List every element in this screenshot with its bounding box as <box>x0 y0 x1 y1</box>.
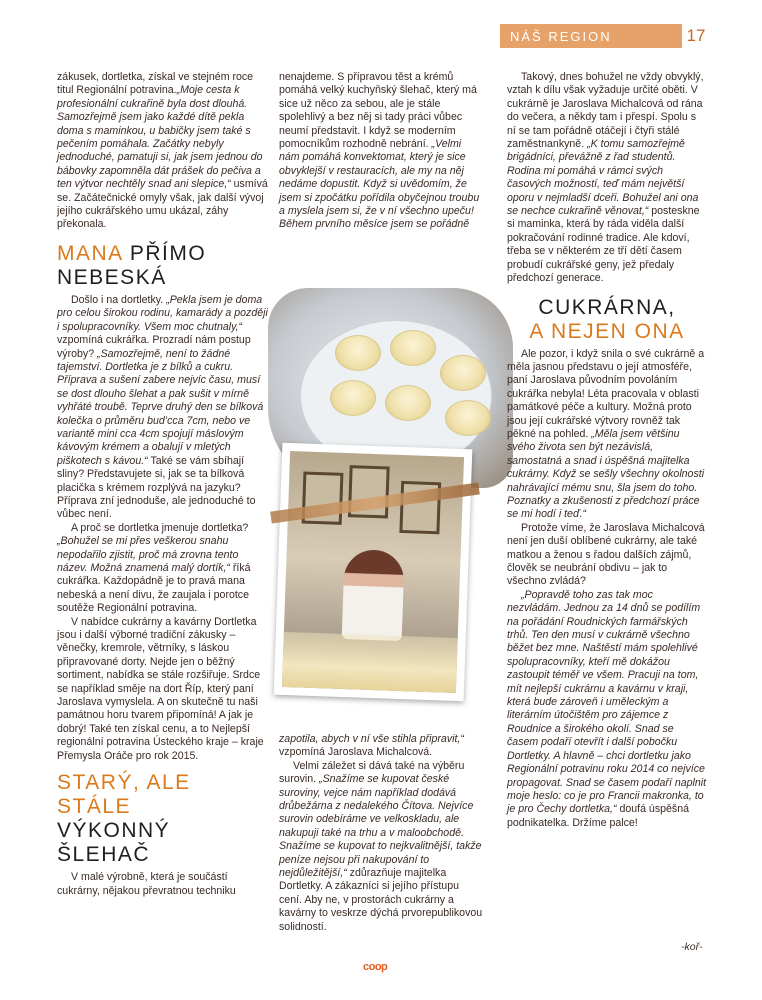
column-3 <box>507 71 707 830</box>
dortletka-image <box>440 355 486 391</box>
column-2-top <box>279 71 484 232</box>
paragraph: V nabídce cukrárny a kavárny Dortletka jsou i další výborné tradiční zákusky – věnečky, kremrole, větrníky, s láskou připravované dorty. Nejde jen o běžný sortiment, nabídka se stále rozšiřuje. Srdce se například směje na dort Říp, který paní Jaroslava vymyslela. A on skutečně tu naši památnou horu tvarem připomíná! A jak je dobrý! Také ten získal cenu, a to Nejlepší regionální potravina Ústeckého kraje – kraje Přemysla Oráče pro rok 2015. <box>57 615 264 762</box>
dortletka-image <box>335 335 381 371</box>
dortletka-image <box>385 385 431 421</box>
subheading-mana: MANA PŘÍMO NEBESKÁ <box>57 241 207 289</box>
paragraph: zapotila, abych v ní vše stihla připravit,“ vzpomíná Jaroslava Michalcová. <box>279 733 464 759</box>
page-number: 17 <box>680 24 710 48</box>
paragraph: A proč se dortletka jmenuje dortletka? „Bohužel se mi přes veškerou snahu nepodařilo zjistit, proč má zrovna tento název. Možná znamená malý dortík,“ říká cukrářka. Každopádně je to pravá mana nebeská a není divu, že zaujala i porotce soutěže Regionální potravina. <box>57 521 251 615</box>
coop-logo: coop <box>363 961 388 973</box>
paragraph: zákusek, dortletka, získal ve stejném roce titul Regionální potravina.„Moje cesta k profesionální cukrařině byla dost dlouhá. Samozřejmě jsem jako každé dítě pekla doma s maminkou, u babičky jsem také s pečením pomáhala. Začátky nebyly jednoduché, pamatuji si, jak jsem jednou do bábovky zapomněla dát prášek do pečiva a ten výtvor nechtěly snad ani slepice,“ usmívá se. Začátečnické omyly však, jak další vývoj jejího cukrářského umu ukázal, záhy překonala. <box>57 71 268 231</box>
paragraph: nenajdeme. S přípravou těst a krémů pomáhá velký kuchyňský šlehač, který má sice už něco za sebou, ale je stále spolehlivý a bez něj si tady práci vůbec neumí představit. I když se moderním pomocníkům rozhodně nebrání. „Velmi nám pomáhá konvektomat, který je sice obvyklejší v restauracích, ale my na něj nedáme dopustit. Když si uvědomím, že jsem si zpočátku pořídila obyčejnou troubu a myslela jsem si, že v ní všechno upeču! Během prvního měsíce jsem se pořádně <box>279 71 480 231</box>
paragraph: Protože víme, že Jaroslava Michalcová není jen duší oblíbené cukrárny, ale také matkou a ženou s řadou dalších zájmů, člověk se neubrání obdivu – jak to všechno zvládá? <box>507 521 705 588</box>
subheading-slehac: STARÝ, ALE STÁLE VÝKONNÝ ŠLEHAČ <box>57 771 191 867</box>
paragraph: Takový, dnes bohužel ne vždy obvyklý, vztah k dílu však vyžaduje určité oběti. V cukrárně je Jaroslava Michalcová od rána do večera, a někdy tam i přespí. Spolu s ní se tam pořádně otáčejí i čtyři stálé zaměstnankyně. „K tomu samozřejmě brigádníci, převážně z řad studentů. Rodina mi pomáhá v rámci svých časových možností, teď mám největší oporu v nejmladší dceři. Bohužel ani ona se nechce cukrařině věnovat,“ posteskne si maminka, která by ráda viděla další pokračování rodinné tradice. Ale kdoví, třeba se v některém ze tří dětí časem probudí cukrářské geny, jež předaly předchozí generace. <box>507 71 704 285</box>
section-header <box>500 24 710 48</box>
subheading-cukrarna: CUKRÁRNA, A NEJEN ONA <box>529 295 685 343</box>
paragraph: Velmi záležet si dává také na výběru surovin. „Snažíme se kupovat české suroviny, vejce nám například dodává drůbežárna z nedalekého Čítova. Nejvíce surovin odebíráme ve velkoskladu, ale nakupuji také na trhu a v maloobchodě. Snažíme se kupovat to nejkvalitnější, takže peníze nejsou při nakupování to nejdůležitější,“ zdůrazňuje majitelka Dortletky. A zákazníci si jejího přístupu cení. Aby ne, v prostorách cukrárny a kavárny to veskrze dýchá prvorepublikovou solidností. <box>279 759 483 933</box>
dortletka-image <box>445 400 491 436</box>
desserts-image <box>282 632 458 693</box>
woman-image <box>342 549 405 641</box>
paragraph: Ale pozor, i když snila o své cukrárně a měla jasnou představu o její atmosféře, paní Jaroslava původním povoláním cukrářka nebyla! Léta pracovala v oblasti památkové péče a kultury. Možná proto jsou její cukrářské výtvory rovněž tak pěkné na pohled. „Měla jsem většinu svého života sen být nezávislá, samostatná a snad i úspěšná majitelka cukrárny. Když se sešly všechny okolnosti nahrávající mému snu, šla jsem do toho. Poznatky a zkušenosti z předchozí práce se mi hodí i teď.“ <box>507 347 705 521</box>
paragraph: V malé výrobně, která je součástí cukrárny, nějakou převratnou techniku <box>57 871 236 897</box>
portrait-photo <box>274 443 473 701</box>
section-title: NÁŠ REGION <box>500 24 680 48</box>
column-2-bottom <box>279 733 484 934</box>
paragraph: „Popravdě toho zas tak moc nezvládám. Jednou za 14 dnů se podílím na pořádání Roudnických farmářských trhů. Ten den musí v cukrárně všechno běžet bez mne. Naštěstí mám spolehlivé spolupracovníky, kteří mě dokážou zastoupit téměř ve všem. Pracuji na tom, mít nejlepší cukrárnu a kavárnu v kraji, která bude zároveň i uměleckým a literárním útočištěm pro zájemce z Roudnice a širokého okolí. Snad se časem podaří otevřít i další pobočku Dortletky. A hlavně – chci dortletku jako Regionální potravinu roku 2014 co nejvíce propagovat. Snad se časem podaří naplnit moje heslo: co je pro Francii makronka, to je pro Čechy dortletka,“ doufá úspěšná podnikatelka. Držíme palce! <box>507 588 707 829</box>
author-signature: -koř- <box>681 941 703 953</box>
dortletka-image <box>330 380 376 416</box>
paragraph: Došlo i na dortletky. „Pekla jsem je doma pro celou širokou rodinu, kamarády a později i spolupracovníky. Všem moc chutnaly,“ vzpomíná cukrářka. Prozradí nám postup výroby? „Samozřejmě, není to žádné tajemství. Dortletka je z bílků a cukru. Příprava a sušení zabere nejvíc času, musí se dost dlouho šlehat a pak sušit v mírně vyhřáté troubě. Teprve druhý den se bílková kolečka o průměru bud’cca 7cm, nebo ve variantě mini cca 4cm spojují máslovým kávovým krémem a obalují v mletých piškotech s kávou.“ Také se vám sbíhají sliny? Představujete si, jak se ta bílková placička s krémem rozplývá na jazyku? Příprava zní jednoduše, ale jednoduché to vůbec není. <box>57 293 268 521</box>
dortletka-image <box>390 330 436 366</box>
column-1 <box>57 71 269 898</box>
